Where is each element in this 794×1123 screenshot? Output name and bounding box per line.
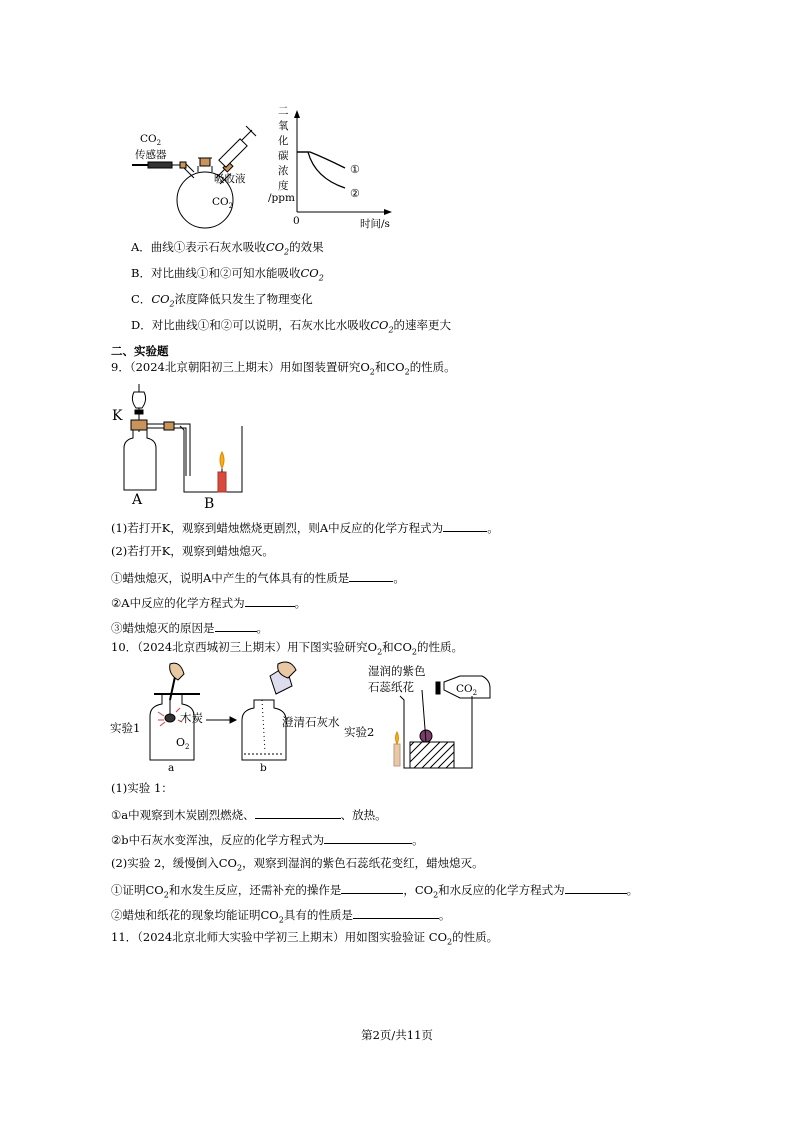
sensor-label: 传感器 <box>135 149 167 161</box>
limewater-label: 澄清石灰水 <box>282 715 340 729</box>
co2-bottle-label: $CO_2$ <box>456 683 478 697</box>
q10-line5: ①证明$CO_2$和水发生反应，还需补充的操作是 ，$CO_2$和水反应的化学方程式为 。 <box>111 883 639 900</box>
valve-k-label: K <box>112 408 123 424</box>
svg-text:化: 化 <box>278 135 289 147</box>
absorb-liquid-label: 吸收液 <box>214 173 246 185</box>
page-footer: 第2页/共11页 <box>361 1028 433 1042</box>
co2-sensor-label: $CO_2$ <box>140 133 162 147</box>
svg-text:度: 度 <box>278 180 289 192</box>
option-d: D．对比曲线①和②可以说明，石灰水比水吸收$CO_2$的速率更大 <box>131 318 452 335</box>
bottle-a-label: a <box>168 762 175 774</box>
charcoal-label: 木炭 <box>180 711 203 725</box>
wet-purple-label: 湿润的紫色 <box>368 664 426 678</box>
svg-text:浓: 浓 <box>278 165 289 177</box>
bottle-b-label: b <box>260 762 267 774</box>
option-b: B．对比曲线①和②可知水能吸收$CO_2$ <box>131 266 324 283</box>
q9-line5: ③蜡烛熄灭的原因是 。 <box>111 621 268 635</box>
figure-q10-experiments <box>110 660 500 775</box>
curve-2-label: ② <box>350 187 360 200</box>
o2-label: $O_2$ <box>176 736 190 751</box>
litmus-flower-label: 石蕊纸花 <box>368 680 414 694</box>
svg-text:二: 二 <box>278 105 289 117</box>
q9-line1: (1)若打开K，观察到蜡烛燃烧更剧烈，则A中反应的化学方程式为 。 <box>111 521 499 535</box>
curve-2 <box>297 152 345 188</box>
q9-stem: 9．（2024北京朝阳初三上期末）用如图装置研究$O_2$和$CO_2$的性质。 <box>111 360 456 377</box>
figure-q9-apparatus <box>110 380 250 510</box>
exp1-label: 实验1 <box>110 721 141 735</box>
svg-text:碳: 碳 <box>278 150 289 162</box>
bottle-a-label: A <box>132 492 143 508</box>
q10-line3: ②b中石灰水变浑浊，反应的化学方程式为 。 <box>111 833 424 847</box>
curve-1-label: ① <box>350 163 360 176</box>
q11-stem: 11．（2024北京北师大实验中学初三上期末）用如图实验验证 $CO_2$的性质。 <box>111 930 499 947</box>
q9-line3: ①蜡烛熄灭，说明A中产生的气体具有的性质是 。 <box>111 571 405 585</box>
q10-line4: (2)实验 2，缓慢倒入$CO_2$，观察到湿润的紫色石蕊纸花变红，蜡烛熄灭。 <box>111 856 484 873</box>
exp2-label: 实验2 <box>344 725 375 739</box>
figure-co2-absorption <box>110 100 400 235</box>
q10-line6: ②蜡烛和纸花的现象均能证明$CO_2$具有的性质是 。 <box>111 908 451 925</box>
svg-text:/ppm: /ppm <box>268 192 295 204</box>
x-axis-label: 时间/s <box>360 218 390 230</box>
section-title: 二、实验题 <box>111 344 169 358</box>
q10-stem: 10．（2024北京西城初三上期末）用下图实验研究$O_2$和$CO_2$的性质。 <box>111 640 463 657</box>
svg-text:氧: 氧 <box>278 120 289 132</box>
flask-co2-label: $CO_2$ <box>212 196 234 210</box>
origin-label: 0 <box>293 215 300 227</box>
q10-line1: (1)实验 1： <box>111 781 173 795</box>
curve-1 <box>297 152 345 168</box>
q10-line2: ①a中观察到木炭剧烈燃烧、 、放热。 <box>111 808 387 822</box>
option-a: A．曲线①表示石灰水吸收$CO_2$的效果 <box>131 240 324 257</box>
beaker-b-label: B <box>204 496 215 510</box>
q9-line4: ②A中反应的化学方程式为 。 <box>111 596 307 610</box>
q9-line2: (2)若打开K，观察到蜡烛熄灭。 <box>111 544 274 558</box>
option-c: C．$CO_2$浓度降低只发生了物理变化 <box>131 292 313 309</box>
concentration-graph <box>268 105 392 230</box>
